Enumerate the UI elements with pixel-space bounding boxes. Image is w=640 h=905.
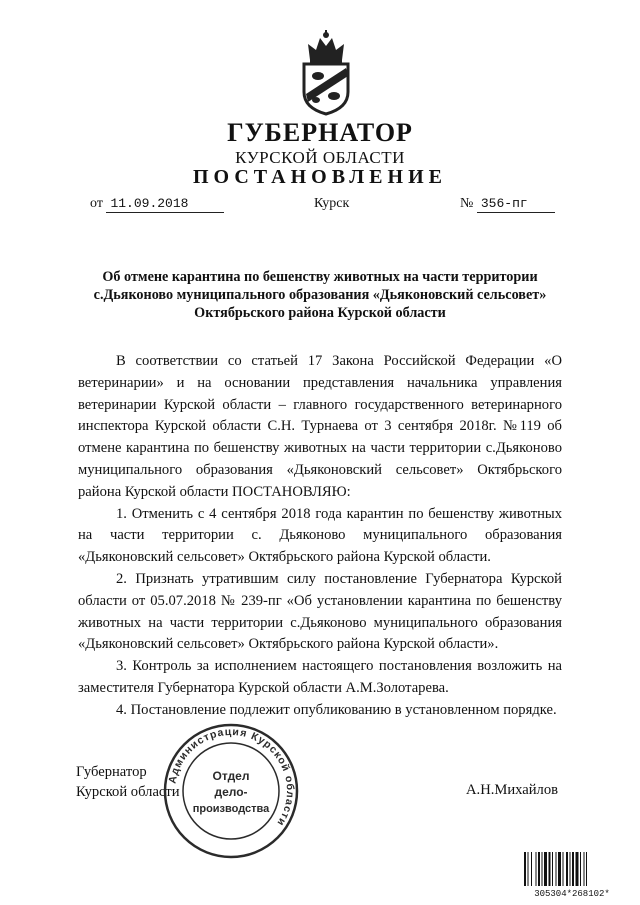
document-type: ПОСТАНОВЛЕНИЕ xyxy=(193,166,447,188)
number-value: 356-пг xyxy=(477,196,555,213)
document-heading xyxy=(70,268,570,322)
body-item-4: 4. Постановление подлежит опубликованию в установленном порядке. xyxy=(116,701,557,718)
barcode-bar xyxy=(536,852,537,886)
barcode-bar xyxy=(572,852,574,886)
body-item-2: 2. Признать утратившим силу постановление Губернатора Курской области от 05.07.2018 № 239-пг «Об установлении карантина по бешенству животных на части территории с.Дьяконово муниципального образования «Дьяконовский сельсовет» Октябрьского района Курской области». xyxy=(78,570,562,653)
barcode-bar xyxy=(538,852,540,886)
official-stamp xyxy=(162,722,300,860)
document-body xyxy=(78,351,562,722)
stamp-inner-line: дело- xyxy=(214,785,248,799)
barcode-bar xyxy=(580,852,581,886)
signature-title-line: Курской области xyxy=(76,784,180,800)
barcode-bar xyxy=(558,852,561,886)
heading-line: Октябрьского района Курской области xyxy=(194,305,446,321)
barcode-bar xyxy=(563,852,564,886)
barcode-bar xyxy=(542,852,543,886)
stamp-inner-line: производства xyxy=(192,803,270,815)
date-prefix: от xyxy=(90,196,103,211)
document-date xyxy=(90,196,224,213)
number-prefix: № xyxy=(460,196,474,211)
date-value: 11.09.2018 xyxy=(106,196,224,213)
barcode-bar xyxy=(524,852,526,886)
body-preamble: В соответствии со статьей 17 Закона Российской Федерации «О ветеринарии» и на основании представления начальника управления ветеринарии Курской области – главного государственного ветеринарного инспектора Курской области С.Н. Турнаева от 3 сентября 2018г. №119 об отмене карантина по бешенству животных на части территории с.Дьяконово муниципального образования «Дьяконовский сельсовет» Октябрьского района Курской области ПОСТАНОВЛЯЮ: xyxy=(78,353,562,500)
coat-of-arms-icon xyxy=(296,30,356,116)
heading-line: Об отмене карантина по бешенству животных на части территории xyxy=(102,269,538,285)
barcode-bar xyxy=(528,852,529,886)
heading-line: с.Дьяконово муниципального образования «Дьяконовский сельсовет» xyxy=(93,287,547,303)
barcode xyxy=(522,852,622,898)
barcode-bar xyxy=(549,852,551,886)
document-city: Курск xyxy=(314,196,350,211)
barcode-bar xyxy=(544,852,547,886)
barcode-bar xyxy=(531,852,532,886)
barcode-bar xyxy=(570,852,571,886)
barcode-bar xyxy=(586,852,587,886)
stamp-ring-text: Администрация Курской области xyxy=(166,725,297,829)
signature-name: А.Н.Михайлов xyxy=(466,782,559,798)
barcode-bar xyxy=(552,852,553,886)
barcode-bar xyxy=(566,852,568,886)
body-item-1: 1. Отменить с 4 сентября 2018 года карантин по бешенству животных на части территории с. Дьяконово муниципального образования «Дьяконовский сельсовет» Октябрьского района Курской области. xyxy=(78,505,562,566)
barcode-bar xyxy=(556,852,557,886)
stamp-inner-line: Отдел xyxy=(212,769,250,783)
body-item-3: 3. Контроль за исполнением настоящего постановления возложить на заместителя Губернатора Курской области А.М.Золотарева. xyxy=(78,658,562,696)
barcode-digits: 305304*268102* xyxy=(534,889,610,898)
signature-title-line: Губернатор xyxy=(76,764,147,780)
header-region: КУРСКОЙ ОБЛАСТИ xyxy=(235,148,405,167)
header-title: ГУБЕРНАТОР xyxy=(227,118,413,147)
document-number xyxy=(460,196,555,213)
barcode-bar xyxy=(584,852,585,886)
barcode-bar xyxy=(576,852,579,886)
barcode-bars xyxy=(524,852,587,886)
